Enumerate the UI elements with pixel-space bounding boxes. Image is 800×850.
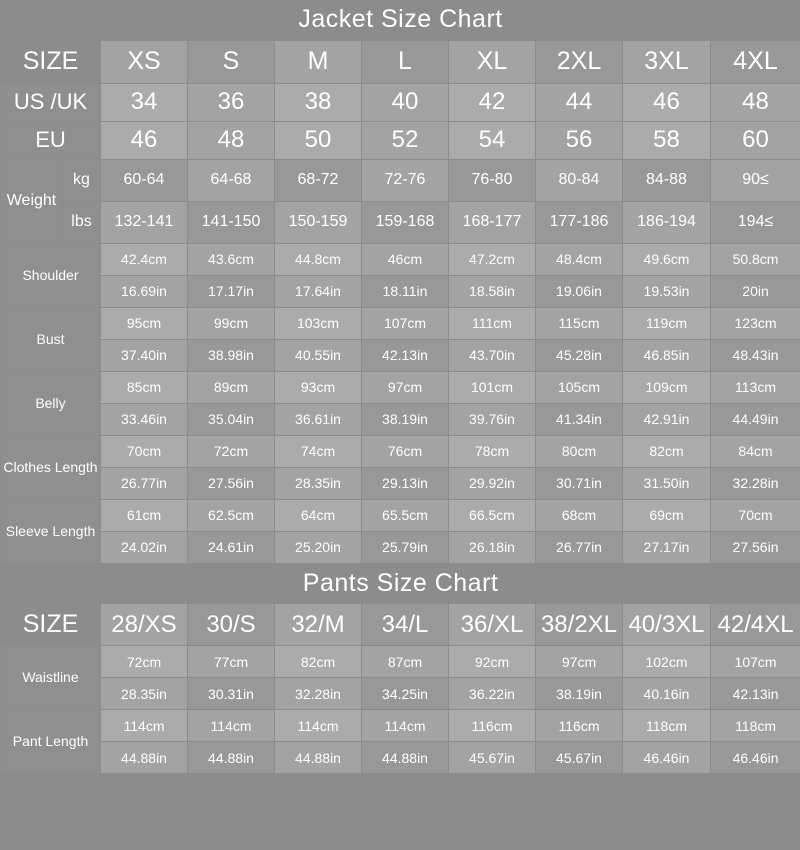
row-label-belly: Belly — [1, 371, 101, 435]
pants-row-pant-length-in — [1, 742, 800, 774]
jacket-row-clothes-length-in — [1, 467, 800, 499]
pantlen-cm-38-2xl: 116cm — [536, 710, 623, 742]
belly-cm-s: 89cm — [188, 371, 275, 403]
belly-in-s: 35.04in — [188, 403, 275, 435]
pantlen-in-30s: 44.88in — [188, 742, 275, 774]
waist-in-28xs: 28.35in — [101, 678, 188, 710]
shoulder-cm-xs: 42.4cm — [101, 243, 188, 275]
weight-lbs-2xl: 177-186 — [536, 201, 623, 243]
shoulder-cm-4xl: 50.8cm — [711, 243, 800, 275]
shoulder-in-4xl: 20in — [711, 275, 800, 307]
sleeve-in-3xl: 27.17in — [623, 531, 711, 563]
pants-row-waistline-in — [1, 678, 800, 710]
usuk-xs: 34 — [101, 83, 188, 121]
usuk-l: 40 — [362, 83, 449, 121]
eu-4xl: 60 — [711, 121, 800, 159]
pants-size-chart-table — [0, 564, 800, 775]
waist-cm-30s: 77cm — [188, 646, 275, 678]
weight-lbs-l: 159-168 — [362, 201, 449, 243]
weight-kg-2xl: 80-84 — [536, 159, 623, 201]
jacket-row-belly-cm — [1, 371, 800, 403]
belly-in-3xl: 42.91in — [623, 403, 711, 435]
pantlen-cm-28xs: 114cm — [101, 710, 188, 742]
sleeve-in-l: 25.79in — [362, 531, 449, 563]
pantlen-cm-30s: 114cm — [188, 710, 275, 742]
belly-cm-xs: 85cm — [101, 371, 188, 403]
row-label-weight: Weight — [1, 159, 63, 243]
sleeve-in-xl: 26.18in — [449, 531, 536, 563]
jacket-row-shoulder-cm — [1, 243, 800, 275]
weight-kg-xs: 60-64 — [101, 159, 188, 201]
jacket-row-bust-in — [1, 339, 800, 371]
belly-in-l: 38.19in — [362, 403, 449, 435]
eu-l: 52 — [362, 121, 449, 159]
belly-in-4xl: 44.49in — [711, 403, 800, 435]
jacket-size-header-row — [1, 40, 800, 83]
jacket-row-belly-in — [1, 403, 800, 435]
sleeve-in-4xl: 27.56in — [711, 531, 800, 563]
pants-row-waistline-cm — [1, 646, 800, 678]
shoulder-in-xs: 16.69in — [101, 275, 188, 307]
bust-cm-l: 107cm — [362, 307, 449, 339]
waist-cm-32m: 82cm — [275, 646, 362, 678]
belly-in-xs: 33.46in — [101, 403, 188, 435]
jacket-size-4xl: 4XL — [711, 40, 800, 83]
pantlen-in-38-2xl: 45.67in — [536, 742, 623, 774]
pantlen-in-42-4xl: 46.46in — [711, 742, 800, 774]
pantlen-in-36xl: 45.67in — [449, 742, 536, 774]
jacket-size-3xl: 3XL — [623, 40, 711, 83]
bust-in-xs: 37.40in — [101, 339, 188, 371]
shoulder-cm-2xl: 48.4cm — [536, 243, 623, 275]
belly-in-m: 36.61in — [275, 403, 362, 435]
bust-cm-s: 99cm — [188, 307, 275, 339]
clothes-cm-2xl: 80cm — [536, 435, 623, 467]
weight-lbs-xl: 168-177 — [449, 201, 536, 243]
jacket-row-sleeve-length-cm — [1, 499, 800, 531]
bust-in-m: 40.55in — [275, 339, 362, 371]
eu-m: 50 — [275, 121, 362, 159]
bust-in-l: 42.13in — [362, 339, 449, 371]
waist-in-32m: 32.28in — [275, 678, 362, 710]
bust-in-s: 38.98in — [188, 339, 275, 371]
weight-lbs-3xl: 186-194 — [623, 201, 711, 243]
weight-lbs-m: 150-159 — [275, 201, 362, 243]
clothes-cm-m: 74cm — [275, 435, 362, 467]
shoulder-in-2xl: 19.06in — [536, 275, 623, 307]
bust-in-3xl: 46.85in — [623, 339, 711, 371]
pants-size-header-row — [1, 604, 800, 646]
pantlen-cm-42-4xl: 118cm — [711, 710, 800, 742]
jacket-size-s: S — [188, 40, 275, 83]
weight-kg-m: 68-72 — [275, 159, 362, 201]
shoulder-in-m: 17.64in — [275, 275, 362, 307]
pantlen-cm-32m: 114cm — [275, 710, 362, 742]
waist-in-38-2xl: 38.19in — [536, 678, 623, 710]
jacket-size-m: M — [275, 40, 362, 83]
clothes-in-4xl: 32.28in — [711, 467, 800, 499]
weight-kg-xl: 76-80 — [449, 159, 536, 201]
shoulder-cm-l: 46cm — [362, 243, 449, 275]
pants-size-30s: 30/S — [188, 604, 275, 646]
waist-in-36xl: 36.22in — [449, 678, 536, 710]
waist-in-34l: 34.25in — [362, 678, 449, 710]
belly-cm-3xl: 109cm — [623, 371, 711, 403]
pants-size-label: SIZE — [1, 604, 101, 646]
pantlen-in-28xs: 44.88in — [101, 742, 188, 774]
pants-row-pant-length-cm — [1, 710, 800, 742]
sleeve-cm-m: 64cm — [275, 499, 362, 531]
jacket-row-weight-lbs — [1, 201, 800, 243]
pants-size-36xl: 36/XL — [449, 604, 536, 646]
sleeve-cm-3xl: 69cm — [623, 499, 711, 531]
row-label-waistline: Waistline — [1, 646, 101, 710]
waist-cm-38-2xl: 97cm — [536, 646, 623, 678]
pantlen-cm-40-3xl: 118cm — [623, 710, 711, 742]
row-label-sleeve-length: Sleeve Length — [1, 499, 101, 563]
pants-size-28xs: 28/XS — [101, 604, 188, 646]
sleeve-cm-xl: 66.5cm — [449, 499, 536, 531]
eu-2xl: 56 — [536, 121, 623, 159]
clothes-cm-4xl: 84cm — [711, 435, 800, 467]
weight-lbs-s: 141-150 — [188, 201, 275, 243]
waist-in-40-3xl: 40.16in — [623, 678, 711, 710]
shoulder-in-l: 18.11in — [362, 275, 449, 307]
belly-cm-2xl: 105cm — [536, 371, 623, 403]
waist-in-30s: 30.31in — [188, 678, 275, 710]
bust-in-xl: 43.70in — [449, 339, 536, 371]
clothes-in-l: 29.13in — [362, 467, 449, 499]
usuk-2xl: 44 — [536, 83, 623, 121]
shoulder-cm-m: 44.8cm — [275, 243, 362, 275]
sleeve-cm-l: 65.5cm — [362, 499, 449, 531]
shoulder-cm-3xl: 49.6cm — [623, 243, 711, 275]
belly-cm-4xl: 113cm — [711, 371, 800, 403]
belly-in-xl: 39.76in — [449, 403, 536, 435]
pantlen-cm-34l: 114cm — [362, 710, 449, 742]
clothes-in-xs: 26.77in — [101, 467, 188, 499]
shoulder-in-s: 17.17in — [188, 275, 275, 307]
pantlen-in-32m: 44.88in — [275, 742, 362, 774]
usuk-4xl: 48 — [711, 83, 800, 121]
waist-in-42-4xl: 42.13in — [711, 678, 800, 710]
belly-in-2xl: 41.34in — [536, 403, 623, 435]
row-label-shoulder: Shoulder — [1, 243, 101, 307]
jacket-row-bust-cm — [1, 307, 800, 339]
waist-cm-42-4xl: 107cm — [711, 646, 800, 678]
weight-kg-l: 72-76 — [362, 159, 449, 201]
eu-s: 48 — [188, 121, 275, 159]
pants-size-40-3xl: 40/3XL — [623, 604, 711, 646]
row-label-usuk: US /UK — [1, 83, 101, 121]
row-label-pant-length: Pant Length — [1, 710, 101, 774]
weight-unit-lbs: lbs — [63, 201, 101, 243]
eu-xl: 54 — [449, 121, 536, 159]
sleeve-in-2xl: 26.77in — [536, 531, 623, 563]
jacket-size-xl: XL — [449, 40, 536, 83]
sleeve-in-s: 24.61in — [188, 531, 275, 563]
shoulder-in-3xl: 19.53in — [623, 275, 711, 307]
clothes-in-xl: 29.92in — [449, 467, 536, 499]
clothes-cm-3xl: 82cm — [623, 435, 711, 467]
belly-cm-l: 97cm — [362, 371, 449, 403]
weight-lbs-4xl: 194≤ — [711, 201, 800, 243]
sleeve-cm-xs: 61cm — [101, 499, 188, 531]
bust-cm-3xl: 119cm — [623, 307, 711, 339]
belly-cm-xl: 101cm — [449, 371, 536, 403]
bust-cm-xl: 111cm — [449, 307, 536, 339]
clothes-in-s: 27.56in — [188, 467, 275, 499]
waist-cm-28xs: 72cm — [101, 646, 188, 678]
clothes-cm-s: 72cm — [188, 435, 275, 467]
clothes-in-m: 28.35in — [275, 467, 362, 499]
eu-xs: 46 — [101, 121, 188, 159]
pantlen-cm-36xl: 116cm — [449, 710, 536, 742]
weight-kg-4xl: 90≤ — [711, 159, 800, 201]
clothes-cm-l: 76cm — [362, 435, 449, 467]
sleeve-cm-2xl: 68cm — [536, 499, 623, 531]
waist-cm-40-3xl: 102cm — [623, 646, 711, 678]
clothes-cm-xs: 70cm — [101, 435, 188, 467]
row-label-bust: Bust — [1, 307, 101, 371]
jacket-row-eu — [1, 121, 800, 159]
jacket-title-row — [1, 0, 800, 40]
sleeve-in-xs: 24.02in — [101, 531, 188, 563]
pants-size-38-2xl: 38/2XL — [536, 604, 623, 646]
pantlen-in-40-3xl: 46.46in — [623, 742, 711, 774]
shoulder-cm-xl: 47.2cm — [449, 243, 536, 275]
eu-3xl: 58 — [623, 121, 711, 159]
weight-kg-3xl: 84-88 — [623, 159, 711, 201]
waist-cm-34l: 87cm — [362, 646, 449, 678]
usuk-3xl: 46 — [623, 83, 711, 121]
pants-title-row — [1, 564, 800, 604]
bust-cm-2xl: 115cm — [536, 307, 623, 339]
belly-cm-m: 93cm — [275, 371, 362, 403]
waist-cm-36xl: 92cm — [449, 646, 536, 678]
bust-cm-xs: 95cm — [101, 307, 188, 339]
bust-cm-4xl: 123cm — [711, 307, 800, 339]
clothes-in-2xl: 30.71in — [536, 467, 623, 499]
jacket-size-label: SIZE — [1, 40, 101, 83]
jacket-size-2xl: 2XL — [536, 40, 623, 83]
jacket-row-shoulder-in — [1, 275, 800, 307]
usuk-xl: 42 — [449, 83, 536, 121]
pants-size-42-4xl: 42/4XL — [711, 604, 800, 646]
pants-size-34l: 34/L — [362, 604, 449, 646]
pants-size-32m: 32/M — [275, 604, 362, 646]
clothes-cm-xl: 78cm — [449, 435, 536, 467]
clothes-in-3xl: 31.50in — [623, 467, 711, 499]
bust-in-2xl: 45.28in — [536, 339, 623, 371]
row-label-clothes-length: Clothes Length — [1, 435, 101, 499]
jacket-title: Jacket Size Chart — [1, 0, 800, 40]
jacket-row-weight-kg — [1, 159, 800, 201]
weight-unit-kg: kg — [63, 159, 101, 201]
jacket-row-clothes-length-cm — [1, 435, 800, 467]
shoulder-cm-s: 43.6cm — [188, 243, 275, 275]
jacket-row-sleeve-length-in — [1, 531, 800, 563]
jacket-row-usuk — [1, 83, 800, 121]
jacket-size-l: L — [362, 40, 449, 83]
shoulder-in-xl: 18.58in — [449, 275, 536, 307]
usuk-m: 38 — [275, 83, 362, 121]
bust-in-4xl: 48.43in — [711, 339, 800, 371]
pantlen-in-34l: 44.88in — [362, 742, 449, 774]
jacket-size-xs: XS — [101, 40, 188, 83]
pants-title: Pants Size Chart — [1, 564, 800, 604]
row-label-eu: EU — [1, 121, 101, 159]
bust-cm-m: 103cm — [275, 307, 362, 339]
weight-lbs-xs: 132-141 — [101, 201, 188, 243]
usuk-s: 36 — [188, 83, 275, 121]
sleeve-cm-s: 62.5cm — [188, 499, 275, 531]
sleeve-cm-4xl: 70cm — [711, 499, 800, 531]
weight-kg-s: 64-68 — [188, 159, 275, 201]
sleeve-in-m: 25.20in — [275, 531, 362, 563]
